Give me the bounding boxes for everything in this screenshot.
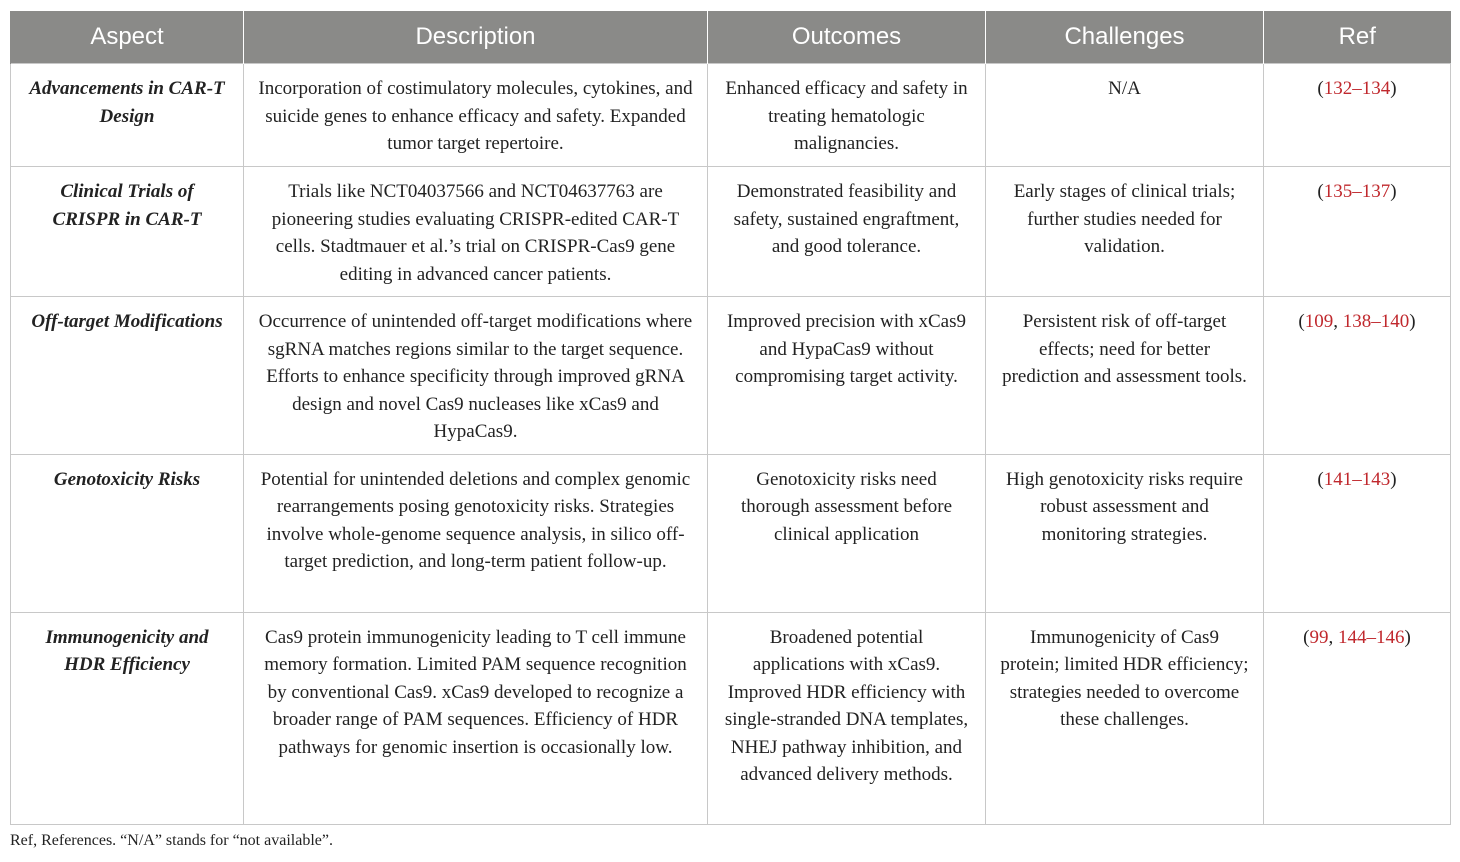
cell-outcomes: Demonstrated feasibility and safety, sustained engraftment, and good tolerance. (708, 167, 986, 297)
cell-challenges: Early stages of clinical trials; further studies needed for validation. (986, 167, 1264, 297)
cell-ref: (132–134) (1264, 64, 1451, 167)
cell-description: Cas9 protein immunogenicity leading to T cell immune memory formation. Limited PAM sequence recognition by conventional Cas9. xCas9 developed to recognize a broader range of PAM sequences. Efficiency of HDR pathways for genomic insertion is occasionally low. (244, 612, 708, 824)
cell-outcomes: Broadened potential applications with xCas9. Improved HDR efficiency with single-stranded DNA templates, NHEJ pathway inhibition, and advanced delivery methods. (708, 612, 986, 824)
cell-description: Trials like NCT04037566 and NCT04637763 are pioneering studies evaluating CRISPR-edited CAR-T cells. Stadtmauer et al.’s trial on CRISPR-Cas9 gene editing in advanced cancer patients. (244, 167, 708, 297)
cell-aspect: Clinical Trials of CRISPR in CAR-T (11, 167, 244, 297)
table-row (11, 297, 1451, 455)
ref-link[interactable]: 132–134 (1323, 78, 1391, 99)
cell-challenges: N/A (986, 64, 1264, 167)
cell-outcomes: Improved precision with xCas9 and HypaCas9 without compromising target activity. (708, 297, 986, 455)
cell-ref: (135–137) (1264, 167, 1451, 297)
header-aspect: Aspect (11, 11, 244, 64)
ref-link[interactable]: 109 (1304, 311, 1334, 332)
cell-aspect: Genotoxicity Risks (11, 454, 244, 612)
cell-challenges: High genotoxicity risks require robust assessment and monitoring strategies. (986, 454, 1264, 612)
cell-aspect: Off-target Modifications (11, 297, 244, 455)
cell-ref: (99, 144–146) (1264, 612, 1451, 824)
cell-outcomes: Enhanced efficacy and safety in treating hematologic malignancies. (708, 64, 986, 167)
ref-link[interactable]: 144–146 (1338, 626, 1405, 648)
cell-description: Potential for unintended deletions and complex genomic rearrangements posing genotoxicity risks. Strategies involve whole-genome sequence analysis, in silico off-target prediction, and long-term patient follow-up. (244, 454, 708, 612)
cell-aspect: Immunogenicity and HDR Efficiency (11, 612, 244, 824)
cell-ref: (109, 138–140) (1264, 297, 1451, 455)
table-row (11, 167, 1451, 297)
cell-aspect: Advancements in CAR-T Design (11, 64, 244, 167)
cell-ref: (141–143) (1264, 454, 1451, 612)
table-container (10, 11, 1450, 825)
ref-link[interactable]: 99 (1309, 626, 1329, 648)
table-row (11, 454, 1451, 612)
cell-outcomes: Genotoxicity risks need thorough assessment before clinical application (708, 454, 986, 612)
table-footnote: Ref, References. “N/A” stands for “not available”. (10, 832, 333, 849)
cell-challenges: Immunogenicity of Cas9 protein; limited HDR efficiency; strategies needed to overcome these challenges. (986, 612, 1264, 824)
table-row (11, 612, 1451, 824)
header-challenges: Challenges (986, 11, 1264, 64)
ref-link[interactable]: 135–137 (1323, 181, 1391, 202)
ref-link[interactable]: 141–143 (1323, 468, 1391, 490)
header-ref: Ref (1264, 11, 1451, 64)
cell-description: Incorporation of costimulatory molecules, cytokines, and suicide genes to enhance efficacy and safety. Expanded tumor target repertoire. (244, 64, 708, 167)
cell-challenges: Persistent risk of off-target effects; need for better prediction and assessment tools. (986, 297, 1264, 455)
header-row (11, 11, 1451, 64)
cell-description: Occurrence of unintended off-target modifications where sgRNA matches regions similar to the target sequence. Efforts to enhance specificity through improved gRNA design and novel Cas9 nucleases like xCas9 and HypaCas9. (244, 297, 708, 455)
header-outcomes: Outcomes (708, 11, 986, 64)
header-description: Description (244, 11, 708, 64)
data-table (10, 11, 1451, 825)
ref-link[interactable]: 138–140 (1342, 311, 1410, 332)
table-row (11, 64, 1451, 167)
